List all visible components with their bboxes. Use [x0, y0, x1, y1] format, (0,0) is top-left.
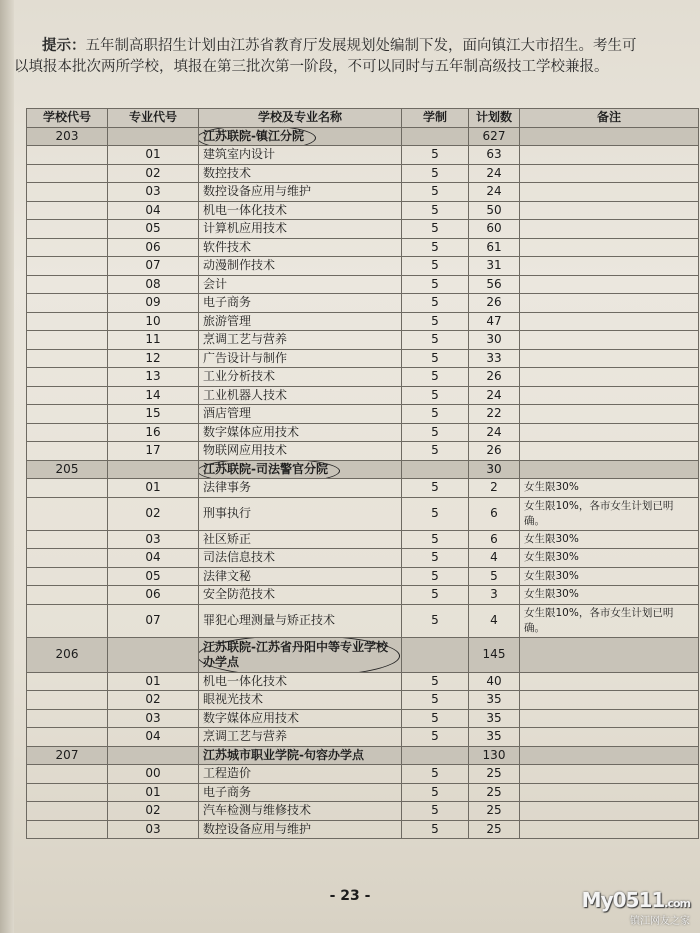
major-row: [27, 820, 699, 839]
major-years: 5: [402, 368, 469, 387]
major-remark: 女生限30%: [520, 549, 699, 568]
school-code: 207: [27, 746, 108, 765]
major-name: 动漫制作技术: [199, 257, 402, 276]
major-years: 5: [402, 183, 469, 202]
major-plan: 50: [469, 201, 520, 220]
major-code: 05: [108, 567, 199, 586]
major-years: 5: [402, 530, 469, 549]
major-years: 5: [402, 549, 469, 568]
major-years: 5: [402, 405, 469, 424]
major-name: 数字媒体应用技术: [199, 423, 402, 442]
major-years: 5: [402, 146, 469, 165]
major-school-code-empty: [27, 549, 108, 568]
major-row: [27, 368, 699, 387]
enrollment-plan-table: [26, 108, 699, 839]
major-code: 08: [108, 275, 199, 294]
major-remark: [520, 765, 699, 784]
major-school-code-empty: [27, 479, 108, 498]
major-plan: 40: [469, 672, 520, 691]
major-remark: 女生限30%: [520, 567, 699, 586]
major-name: 数控设备应用与维护: [199, 820, 402, 839]
major-row: [27, 691, 699, 710]
header-years: 学制: [402, 109, 469, 128]
major-code: 01: [108, 479, 199, 498]
school-years-empty: [402, 460, 469, 479]
page-binding: [0, 0, 14, 933]
major-name: 工程造价: [199, 765, 402, 784]
school-remark-empty: [520, 746, 699, 765]
major-plan: 47: [469, 312, 520, 331]
major-code: 17: [108, 442, 199, 461]
major-plan: 24: [469, 386, 520, 405]
major-code: 12: [108, 349, 199, 368]
major-remark: [520, 691, 699, 710]
notice-line-1: 五年制高职招生计划由江苏省教育厅发展规划处编制下发，面向镇江大市招生。考生可: [85, 38, 637, 54]
major-code: 01: [108, 783, 199, 802]
major-remark: [520, 275, 699, 294]
major-years: 5: [402, 238, 469, 257]
major-name: 旅游管理: [199, 312, 402, 331]
major-row: [27, 146, 699, 165]
major-years: 5: [402, 201, 469, 220]
major-plan: 25: [469, 765, 520, 784]
major-remark: [520, 146, 699, 165]
major-years: 5: [402, 783, 469, 802]
major-years: 5: [402, 691, 469, 710]
school-remark-empty: [520, 460, 699, 479]
major-school-code-empty: [27, 183, 108, 202]
major-row: [27, 709, 699, 728]
major-remark: [520, 442, 699, 461]
major-school-code-empty: [27, 442, 108, 461]
notice-label: 提示：: [42, 38, 86, 54]
major-remark: [520, 220, 699, 239]
major-years: 5: [402, 294, 469, 313]
school-remark-empty: [520, 637, 699, 672]
major-years: 5: [402, 709, 469, 728]
major-code: 09: [108, 294, 199, 313]
major-code: 02: [108, 164, 199, 183]
watermark: [582, 888, 690, 927]
major-years: 5: [402, 802, 469, 821]
major-remark: [520, 349, 699, 368]
major-remark: [520, 238, 699, 257]
major-years: 5: [402, 497, 469, 530]
major-code: 06: [108, 586, 199, 605]
school-name: [199, 127, 402, 146]
major-name: 软件技术: [199, 238, 402, 257]
major-plan: 25: [469, 802, 520, 821]
major-remark: [520, 312, 699, 331]
school-code: 205: [27, 460, 108, 479]
major-code: 16: [108, 423, 199, 442]
major-plan: 31: [469, 257, 520, 276]
major-remark: [520, 164, 699, 183]
major-code: 07: [108, 604, 199, 637]
school-name-text: 江苏联院-镇江分院: [203, 128, 304, 143]
school-name-text: 江苏城市职业学院-句容办学点: [203, 747, 364, 762]
major-row: [27, 164, 699, 183]
major-remark: [520, 728, 699, 747]
major-plan: 35: [469, 691, 520, 710]
major-code: 03: [108, 183, 199, 202]
major-years: 5: [402, 442, 469, 461]
major-row: [27, 672, 699, 691]
notice-line-2: 以填报本批次两所学校，填报在第三批次第一阶段，不可以同时与五年制高级技工学校兼报。: [14, 59, 609, 75]
major-name: 工业机器人技术: [199, 386, 402, 405]
major-name: 酒店管理: [199, 405, 402, 424]
major-remark: [520, 672, 699, 691]
school-row: [27, 460, 699, 479]
page-number: - 23 -: [329, 888, 371, 904]
major-school-code-empty: [27, 349, 108, 368]
major-plan: 6: [469, 530, 520, 549]
major-code: 10: [108, 312, 199, 331]
major-row: [27, 238, 699, 257]
major-row: [27, 331, 699, 350]
major-school-code-empty: [27, 312, 108, 331]
major-code: 14: [108, 386, 199, 405]
major-school-code-empty: [27, 331, 108, 350]
major-plan: 33: [469, 349, 520, 368]
major-row: [27, 257, 699, 276]
major-years: 5: [402, 765, 469, 784]
major-code: 03: [108, 530, 199, 549]
major-plan: 30: [469, 331, 520, 350]
major-school-code-empty: [27, 728, 108, 747]
major-school-code-empty: [27, 423, 108, 442]
major-years: 5: [402, 331, 469, 350]
major-code: 03: [108, 820, 199, 839]
major-row: [27, 783, 699, 802]
major-years: 5: [402, 604, 469, 637]
major-code: 15: [108, 405, 199, 424]
major-name: 社区矫正: [199, 530, 402, 549]
major-school-code-empty: [27, 220, 108, 239]
major-row: [27, 586, 699, 605]
major-school-code-empty: [27, 604, 108, 637]
school-name: [199, 460, 402, 479]
major-row: [27, 220, 699, 239]
school-name-text: 江苏联院-江苏省丹阳中等专业学校办学点: [203, 639, 388, 669]
school-total: 130: [469, 746, 520, 765]
major-row: [27, 604, 699, 637]
major-school-code-empty: [27, 146, 108, 165]
major-row: [27, 386, 699, 405]
major-remark: [520, 423, 699, 442]
major-name: 物联网应用技术: [199, 442, 402, 461]
major-name: 电子商务: [199, 783, 402, 802]
major-remark: [520, 783, 699, 802]
table-body: [27, 127, 699, 839]
major-name: 烹调工艺与营养: [199, 728, 402, 747]
major-remark: [520, 331, 699, 350]
major-school-code-empty: [27, 672, 108, 691]
major-years: 5: [402, 479, 469, 498]
major-code: 04: [108, 549, 199, 568]
major-remark: [520, 368, 699, 387]
major-years: 5: [402, 728, 469, 747]
major-plan: 22: [469, 405, 520, 424]
major-row: [27, 549, 699, 568]
major-name: 法律事务: [199, 479, 402, 498]
major-plan: 35: [469, 728, 520, 747]
major-name: 会计: [199, 275, 402, 294]
major-code: 04: [108, 728, 199, 747]
school-row: [27, 637, 699, 672]
header-remark: 备注: [520, 109, 699, 128]
school-code: 206: [27, 637, 108, 672]
major-plan: 24: [469, 164, 520, 183]
major-plan: 26: [469, 294, 520, 313]
major-name: 眼视光技术: [199, 691, 402, 710]
notice-paragraph: [14, 36, 694, 78]
major-school-code-empty: [27, 386, 108, 405]
watermark-logo: My0511.com: [581, 888, 690, 912]
school-total: 627: [469, 127, 520, 146]
major-years: 5: [402, 349, 469, 368]
major-remark: [520, 405, 699, 424]
school-major-code-empty: [108, 460, 199, 479]
table-header-row: [27, 109, 699, 128]
major-row: [27, 405, 699, 424]
header-plan: 计划数: [469, 109, 520, 128]
major-years: 5: [402, 257, 469, 276]
major-row: [27, 497, 699, 530]
major-years: 5: [402, 672, 469, 691]
major-remark: 女生限10%，各市女生计划已明确。: [520, 604, 699, 637]
major-name: 罪犯心理测量与矫正技术: [199, 604, 402, 637]
major-remark: [520, 386, 699, 405]
major-plan: 63: [469, 146, 520, 165]
major-row: [27, 349, 699, 368]
major-code: 02: [108, 691, 199, 710]
major-school-code-empty: [27, 405, 108, 424]
major-remark: [520, 257, 699, 276]
major-plan: 25: [469, 783, 520, 802]
major-remark: 女生限30%: [520, 586, 699, 605]
major-row: [27, 479, 699, 498]
header-school-code: 学校代号: [27, 109, 108, 128]
major-plan: 24: [469, 423, 520, 442]
major-plan: 56: [469, 275, 520, 294]
major-school-code-empty: [27, 765, 108, 784]
major-plan: 3: [469, 586, 520, 605]
major-remark: [520, 183, 699, 202]
major-name: 计算机应用技术: [199, 220, 402, 239]
major-plan: 26: [469, 368, 520, 387]
major-name: 数控技术: [199, 164, 402, 183]
major-school-code-empty: [27, 368, 108, 387]
major-school-code-empty: [27, 257, 108, 276]
major-remark: [520, 201, 699, 220]
major-plan: 6: [469, 497, 520, 530]
major-name: 机电一体化技术: [199, 201, 402, 220]
major-code: 13: [108, 368, 199, 387]
major-code: 02: [108, 497, 199, 530]
major-remark: 女生限10%，各市女生计划已明确。: [520, 497, 699, 530]
major-remark: [520, 294, 699, 313]
major-row: [27, 423, 699, 442]
major-plan: 26: [469, 442, 520, 461]
major-code: 02: [108, 802, 199, 821]
school-name-text: 江苏联院-司法警官分院: [203, 461, 328, 476]
major-name: 工业分析技术: [199, 368, 402, 387]
major-plan: 24: [469, 183, 520, 202]
major-name: 数控设备应用与维护: [199, 183, 402, 202]
major-school-code-empty: [27, 802, 108, 821]
major-plan: 61: [469, 238, 520, 257]
major-years: 5: [402, 275, 469, 294]
major-name: 汽车检测与维修技术: [199, 802, 402, 821]
header-major-code: 专业代号: [108, 109, 199, 128]
major-name: 法律文秘: [199, 567, 402, 586]
school-major-code-empty: [108, 746, 199, 765]
major-name: 刑事执行: [199, 497, 402, 530]
major-name: 烹调工艺与营养: [199, 331, 402, 350]
major-code: 00: [108, 765, 199, 784]
major-years: 5: [402, 423, 469, 442]
major-school-code-empty: [27, 275, 108, 294]
major-row: [27, 442, 699, 461]
major-code: 01: [108, 146, 199, 165]
major-row: [27, 728, 699, 747]
major-remark: 女生限30%: [520, 530, 699, 549]
major-years: 5: [402, 312, 469, 331]
major-name: 建筑室内设计: [199, 146, 402, 165]
major-school-code-empty: [27, 294, 108, 313]
major-school-code-empty: [27, 497, 108, 530]
major-plan: 5: [469, 567, 520, 586]
school-name: [199, 746, 402, 765]
school-years-empty: [402, 637, 469, 672]
school-total: 145: [469, 637, 520, 672]
school-row: [27, 746, 699, 765]
major-code: 11: [108, 331, 199, 350]
major-years: 5: [402, 164, 469, 183]
major-years: 5: [402, 567, 469, 586]
major-remark: 女生限30%: [520, 479, 699, 498]
major-remark: [520, 709, 699, 728]
header-name: 学校及专业名称: [199, 109, 402, 128]
school-row: [27, 127, 699, 146]
major-years: 5: [402, 586, 469, 605]
school-remark-empty: [520, 127, 699, 146]
major-name: 机电一体化技术: [199, 672, 402, 691]
major-name: 电子商务: [199, 294, 402, 313]
major-code: 07: [108, 257, 199, 276]
major-years: 5: [402, 386, 469, 405]
major-plan: 4: [469, 604, 520, 637]
school-major-code-empty: [108, 637, 199, 672]
school-name: [199, 637, 402, 672]
major-plan: 25: [469, 820, 520, 839]
major-plan: 60: [469, 220, 520, 239]
major-row: [27, 765, 699, 784]
school-years-empty: [402, 127, 469, 146]
major-row: [27, 567, 699, 586]
major-plan: 4: [469, 549, 520, 568]
major-school-code-empty: [27, 164, 108, 183]
major-name: 数字媒体应用技术: [199, 709, 402, 728]
major-name: 广告设计与制作: [199, 349, 402, 368]
major-name: 司法信息技术: [199, 549, 402, 568]
major-years: 5: [402, 220, 469, 239]
major-row: [27, 201, 699, 220]
major-school-code-empty: [27, 530, 108, 549]
major-school-code-empty: [27, 238, 108, 257]
school-code: 203: [27, 127, 108, 146]
major-name: 安全防范技术: [199, 586, 402, 605]
major-plan: 2: [469, 479, 520, 498]
major-row: [27, 294, 699, 313]
major-school-code-empty: [27, 783, 108, 802]
major-code: 03: [108, 709, 199, 728]
major-row: [27, 530, 699, 549]
major-code: 06: [108, 238, 199, 257]
major-plan: 35: [469, 709, 520, 728]
major-years: 5: [402, 820, 469, 839]
major-school-code-empty: [27, 709, 108, 728]
major-code: 05: [108, 220, 199, 239]
major-remark: [520, 820, 699, 839]
school-major-code-empty: [108, 127, 199, 146]
major-row: [27, 312, 699, 331]
major-row: [27, 183, 699, 202]
watermark-subtitle: 镇江网友之家: [630, 916, 690, 927]
major-school-code-empty: [27, 201, 108, 220]
major-school-code-empty: [27, 691, 108, 710]
major-remark: [520, 802, 699, 821]
major-code: 04: [108, 201, 199, 220]
major-school-code-empty: [27, 820, 108, 839]
major-row: [27, 275, 699, 294]
major-row: [27, 802, 699, 821]
school-total: 30: [469, 460, 520, 479]
major-school-code-empty: [27, 567, 108, 586]
major-code: 01: [108, 672, 199, 691]
school-years-empty: [402, 746, 469, 765]
major-school-code-empty: [27, 586, 108, 605]
